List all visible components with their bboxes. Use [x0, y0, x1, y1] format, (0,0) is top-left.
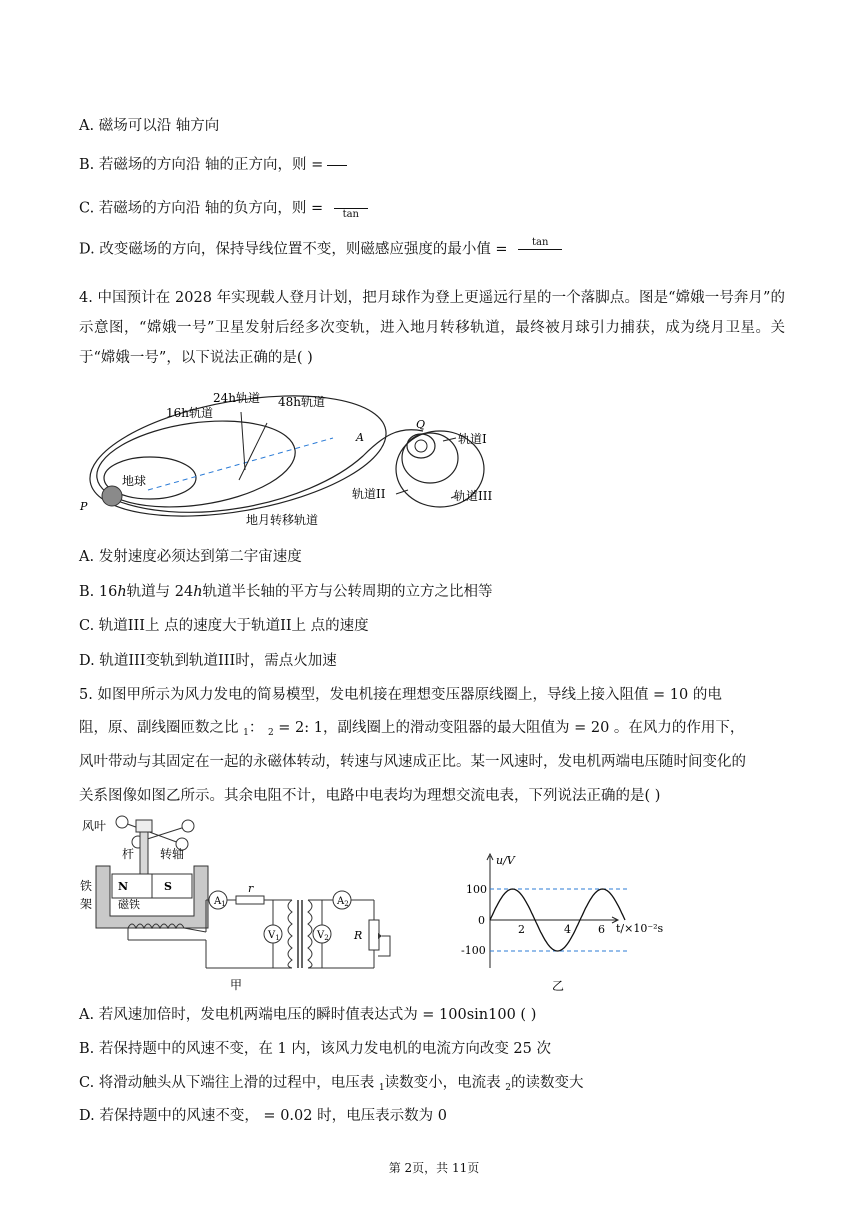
page-footer: 第 2页，共 11页 — [388, 1161, 480, 1175]
q3-option-d-num: tan — [531, 237, 549, 248]
q3-option-d — [79, 237, 562, 262]
q3-option-c — [79, 196, 368, 221]
label-pole: 杆 — [122, 847, 135, 861]
q3-option-a: A. 磁场可以沿 轴方向 — [79, 118, 220, 134]
q3-option-b — [79, 153, 347, 174]
moon — [415, 440, 427, 452]
q3-option-d-fraction — [518, 237, 562, 262]
label-transfer: 地月转移轨道 — [246, 513, 319, 527]
q5-stem-4: 关系图像如图乙所示。其余电阻不计，电路中电表均为理想交流电表，下列说法正确的是( ) — [79, 788, 661, 804]
q3-option-b-fraction — [327, 165, 347, 166]
label-a: A — [356, 431, 364, 444]
axis-dashed — [148, 438, 333, 490]
label-16h: 16h轨道 — [166, 406, 213, 420]
q4-option-c: C. 轨道III上 点的速度大于轨道II上 点的速度 — [79, 618, 369, 634]
q5-figure-a — [78, 808, 398, 994]
q3-option-b-text: B. 若磁场的方向沿 轴的正方向，则 = — [79, 157, 324, 173]
label-voltmeter2: $V_2$ — [317, 930, 329, 942]
label-orbit3: 轨道III — [454, 489, 493, 503]
label-ammeter2: $A_2$ — [337, 896, 349, 908]
q5-option-b: B. 若保持题中的风速不变，在 1 内，该风力发电机的电流方向改变 25 次 — [79, 1041, 551, 1057]
label-voltmeter1: $V_1$ — [268, 930, 280, 942]
q3-option-d-text: D. 改变磁场的方向，保持导线位置不变，则磁感应强度的最小值 = — [79, 241, 508, 258]
q4-stem: 4. 中国预计在 2028 年实现载人登月计划，把月球作为登上更遥远行星的一个落脚点。图是“嫦娥一号奔月”的示意图，“嫦娥一号”卫星发射后经多次变轨，进入地月转移轨道，最终被月球引力捕获，成为绕月卫星。关于“嫦娥一号”，以下说法正确的是( ) — [79, 290, 785, 366]
q4-option-d: D. 轨道III变轨到轨道III时，需点火加速 — [79, 653, 337, 669]
q5-stem-2b: 1 — [243, 728, 249, 738]
q3-option-c-den: tan — [342, 209, 359, 220]
label-24h: 24h轨道 — [213, 391, 260, 405]
q5-figure-b-chart — [448, 850, 678, 996]
q3-option-c-fraction — [334, 196, 368, 221]
q5-option-c-sub1: 1 — [378, 1083, 385, 1093]
q3-option-c-text: C. 若磁场的方向沿 轴的负方向，则 = — [79, 200, 324, 217]
q5-option-c-part2: 读数变小，电流表 — [384, 1075, 506, 1091]
label-48h: 48h轨道 — [278, 395, 325, 409]
label-resistor-r: r — [248, 882, 254, 895]
label-n: N — [118, 880, 129, 893]
label-ammeter1: $A_1$ — [214, 896, 226, 908]
label-orbit2: 轨道II — [352, 487, 386, 501]
q5-option-c — [79, 1071, 583, 1093]
label-frame-1: 铁 — [80, 879, 93, 893]
q4-option-b: B. 16ℎ轨道与 24ℎ轨道半长轴的平方与公转周期的立方之比相等 — [79, 584, 493, 600]
label-p: P — [80, 500, 88, 513]
chart-y-label: u/V — [496, 854, 515, 867]
q4-figure-orbits — [78, 386, 508, 532]
q5-option-a: A. 若风速加倍时，发电机两端电压的瞬时值表达式为 = 100sin100 ( ) — [79, 1007, 537, 1023]
label-s: S — [164, 880, 172, 893]
earth — [102, 486, 122, 506]
label-magnet: 磁铁 — [118, 898, 140, 911]
chart-x-label: t/×10⁻²s — [616, 922, 664, 935]
q5-stem-2a: 阻，原、副线圈匝数之比 — [79, 720, 244, 736]
caption-b: 乙 — [552, 979, 565, 993]
q5-option-c-part1: C. 将滑动触头从下端往上滑的过程中，电压表 — [79, 1075, 379, 1091]
label-frame-2: 架 — [80, 897, 93, 911]
label-resistor-R: R — [354, 929, 363, 942]
chart-tick-y-neg: -100 — [461, 944, 486, 957]
chart-tick-y-pos: 100 — [466, 883, 487, 896]
orbit-2 — [402, 433, 458, 483]
chart-tick-x-4: 4 — [564, 923, 571, 936]
q5-stem-3: 风叶带动与其固定在一起的永磁体转动，转速与风速成正比。某一风速时，发电机两端电压随时间变化的 — [79, 754, 746, 770]
q5-option-c-sub2: 2 — [505, 1083, 511, 1093]
q5-stem-2c: ： — [248, 720, 268, 736]
q5-option-d: D. 若保持题中的风速不变， = 0.02 时，电压表示数为 0 — [79, 1108, 447, 1124]
orbit-1 — [407, 434, 435, 458]
label-orbit1: 轨道I — [458, 432, 487, 446]
label-q: Q — [416, 418, 426, 431]
q5-stem-2d: 2 — [267, 728, 274, 738]
chart-tick-x-2: 2 — [518, 923, 525, 936]
label-shaft: 转轴 — [160, 847, 185, 861]
q5-stem-2 — [79, 716, 744, 738]
q4-option-a: A. 发射速度必须达到第二宇宙速度 — [79, 549, 302, 565]
caption-a: 甲 — [230, 978, 243, 992]
q5-option-c-part3: 的读数变大 — [510, 1075, 584, 1091]
q5-stem-2e: = 2: 1，副线圈上的滑动变阻器的最大阻值为 = 20 。在风力的作用下， — [273, 720, 745, 736]
chart-tick-zero: 0 — [478, 914, 485, 927]
label-wind-blade: 风叶 — [82, 819, 107, 833]
label-earth: 地球 — [122, 474, 147, 488]
chart-tick-x-6: 6 — [598, 923, 605, 936]
q5-stem-1: 5. 如图甲所示为风力发电的简易模型，发电机接在理想变压器原线圈上，导线上接入阻值 = 10 的电 — [79, 687, 722, 703]
